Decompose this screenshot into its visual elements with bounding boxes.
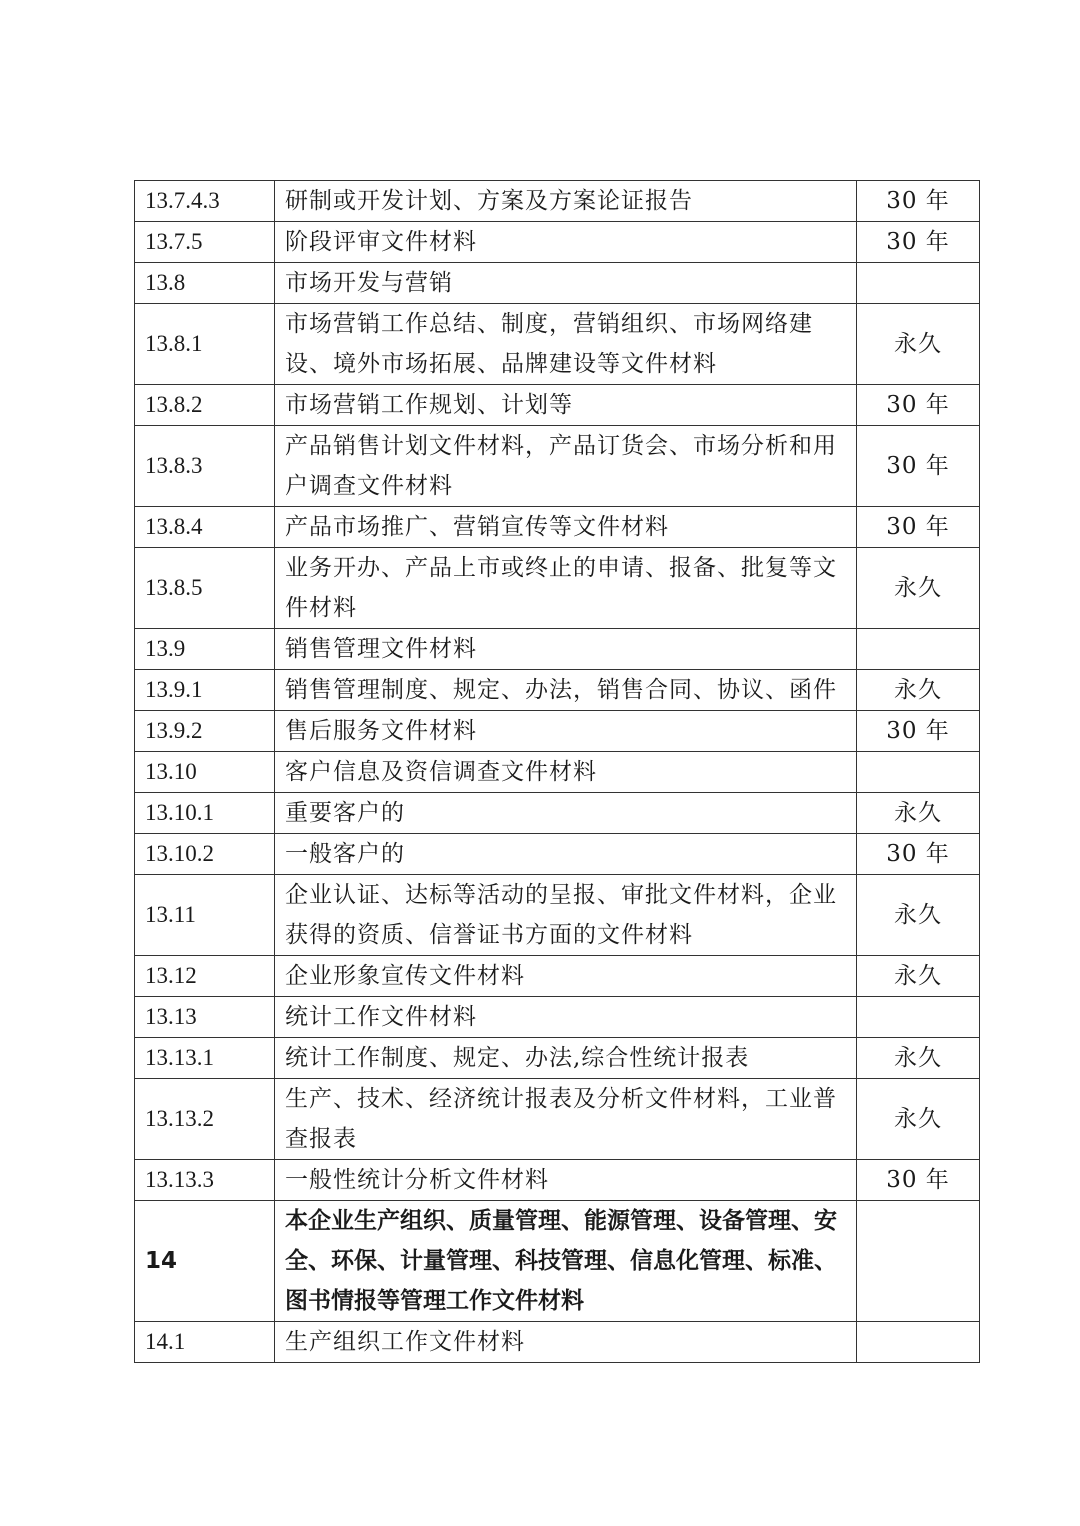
retention-table: [134, 180, 980, 1363]
table-row: [135, 222, 980, 263]
row-retention-term: 永久: [857, 956, 980, 997]
table-row: [135, 548, 980, 629]
row-description: 研制或开发计划、方案及方案论证报告: [275, 181, 857, 222]
row-code: 13.12: [135, 956, 275, 997]
row-retention-term: 永久: [857, 793, 980, 834]
row-retention-term: [857, 629, 980, 670]
row-retention-term: [857, 1322, 980, 1363]
table-row: [135, 304, 980, 385]
row-retention-term: 30 年: [857, 1160, 980, 1201]
table-row: [135, 997, 980, 1038]
row-code: 13.8.1: [135, 304, 275, 385]
row-code: 13.8.2: [135, 385, 275, 426]
row-code: 13.7.5: [135, 222, 275, 263]
row-code: 13.13.1: [135, 1038, 275, 1079]
table-row: [135, 670, 980, 711]
table-row: [135, 1160, 980, 1201]
row-description: 统计工作制度、规定、办法,综合性统计报表: [275, 1038, 857, 1079]
row-retention-term: 永久: [857, 670, 980, 711]
row-code: 13.8.4: [135, 507, 275, 548]
table-row: [135, 426, 980, 507]
row-code: 13.8.3: [135, 426, 275, 507]
table-row: [135, 629, 980, 670]
table-row: [135, 181, 980, 222]
row-retention-term: [857, 752, 980, 793]
row-code: 13.10: [135, 752, 275, 793]
row-code: 13.10.2: [135, 834, 275, 875]
table-row: [135, 793, 980, 834]
table-row: [135, 1079, 980, 1160]
row-retention-term: 永久: [857, 875, 980, 956]
row-retention-term: 永久: [857, 1079, 980, 1160]
row-retention-term: 30 年: [857, 222, 980, 263]
row-description: 市场营销工作规划、计划等: [275, 385, 857, 426]
row-retention-term: 永久: [857, 548, 980, 629]
row-code: 13.9.2: [135, 711, 275, 752]
row-description: 本企业生产组织、质量管理、能源管理、设备管理、安全、环保、计量管理、科技管理、信息化管理、标准、图书情报等管理工作文件材料: [275, 1201, 857, 1322]
row-code: 13.10.1: [135, 793, 275, 834]
row-retention-term: [857, 1201, 980, 1322]
table-row: [135, 385, 980, 426]
table-row: [135, 875, 980, 956]
row-retention-term: 永久: [857, 1038, 980, 1079]
table-row: [135, 507, 980, 548]
table-row: [135, 1038, 980, 1079]
row-description: 阶段评审文件材料: [275, 222, 857, 263]
row-description: 一般客户的: [275, 834, 857, 875]
row-retention-term: [857, 997, 980, 1038]
table-section-row: [135, 1201, 980, 1322]
row-code: 13.13: [135, 997, 275, 1038]
row-description: 售后服务文件材料: [275, 711, 857, 752]
table-row: [135, 263, 980, 304]
row-description: 企业认证、达标等活动的呈报、审批文件材料，企业获得的资质、信誉证书方面的文件材料: [275, 875, 857, 956]
table-row: [135, 752, 980, 793]
row-code: 13.13.3: [135, 1160, 275, 1201]
row-code: 13.13.2: [135, 1079, 275, 1160]
row-description: 生产、技术、经济统计报表及分析文件材料，工业普查报表: [275, 1079, 857, 1160]
row-retention-term: [857, 263, 980, 304]
table-row: [135, 711, 980, 752]
row-code: 13.11: [135, 875, 275, 956]
row-description: 业务开办、产品上市或终止的申请、报备、批复等文件材料: [275, 548, 857, 629]
row-retention-term: 30 年: [857, 711, 980, 752]
row-description: 统计工作文件材料: [275, 997, 857, 1038]
row-retention-term: 30 年: [857, 834, 980, 875]
row-description: 销售管理文件材料: [275, 629, 857, 670]
row-description: 一般性统计分析文件材料: [275, 1160, 857, 1201]
table-row: [135, 956, 980, 997]
table-row: [135, 834, 980, 875]
row-description: 产品销售计划文件材料，产品订货会、市场分析和用户调查文件材料: [275, 426, 857, 507]
row-retention-term: 永久: [857, 304, 980, 385]
row-code: 13.9: [135, 629, 275, 670]
row-retention-term: 30 年: [857, 426, 980, 507]
row-code: 14.1: [135, 1322, 275, 1363]
row-description: 企业形象宣传文件材料: [275, 956, 857, 997]
row-retention-term: 30 年: [857, 507, 980, 548]
table-row: [135, 1322, 980, 1363]
row-description: 销售管理制度、规定、办法，销售合同、协议、函件: [275, 670, 857, 711]
retention-table-body: [135, 181, 980, 1363]
row-code: 13.9.1: [135, 670, 275, 711]
row-description: 产品市场推广、营销宣传等文件材料: [275, 507, 857, 548]
row-code: 14: [135, 1201, 275, 1322]
row-description: 生产组织工作文件材料: [275, 1322, 857, 1363]
row-code: 13.8.5: [135, 548, 275, 629]
row-description: 市场营销工作总结、制度，营销组织、市场网络建设、境外市场拓展、品牌建设等文件材料: [275, 304, 857, 385]
row-description: 市场开发与营销: [275, 263, 857, 304]
row-description: 客户信息及资信调查文件材料: [275, 752, 857, 793]
row-code: 13.7.4.3: [135, 181, 275, 222]
row-description: 重要客户的: [275, 793, 857, 834]
row-retention-term: 30 年: [857, 181, 980, 222]
row-code: 13.8: [135, 263, 275, 304]
row-retention-term: 30 年: [857, 385, 980, 426]
